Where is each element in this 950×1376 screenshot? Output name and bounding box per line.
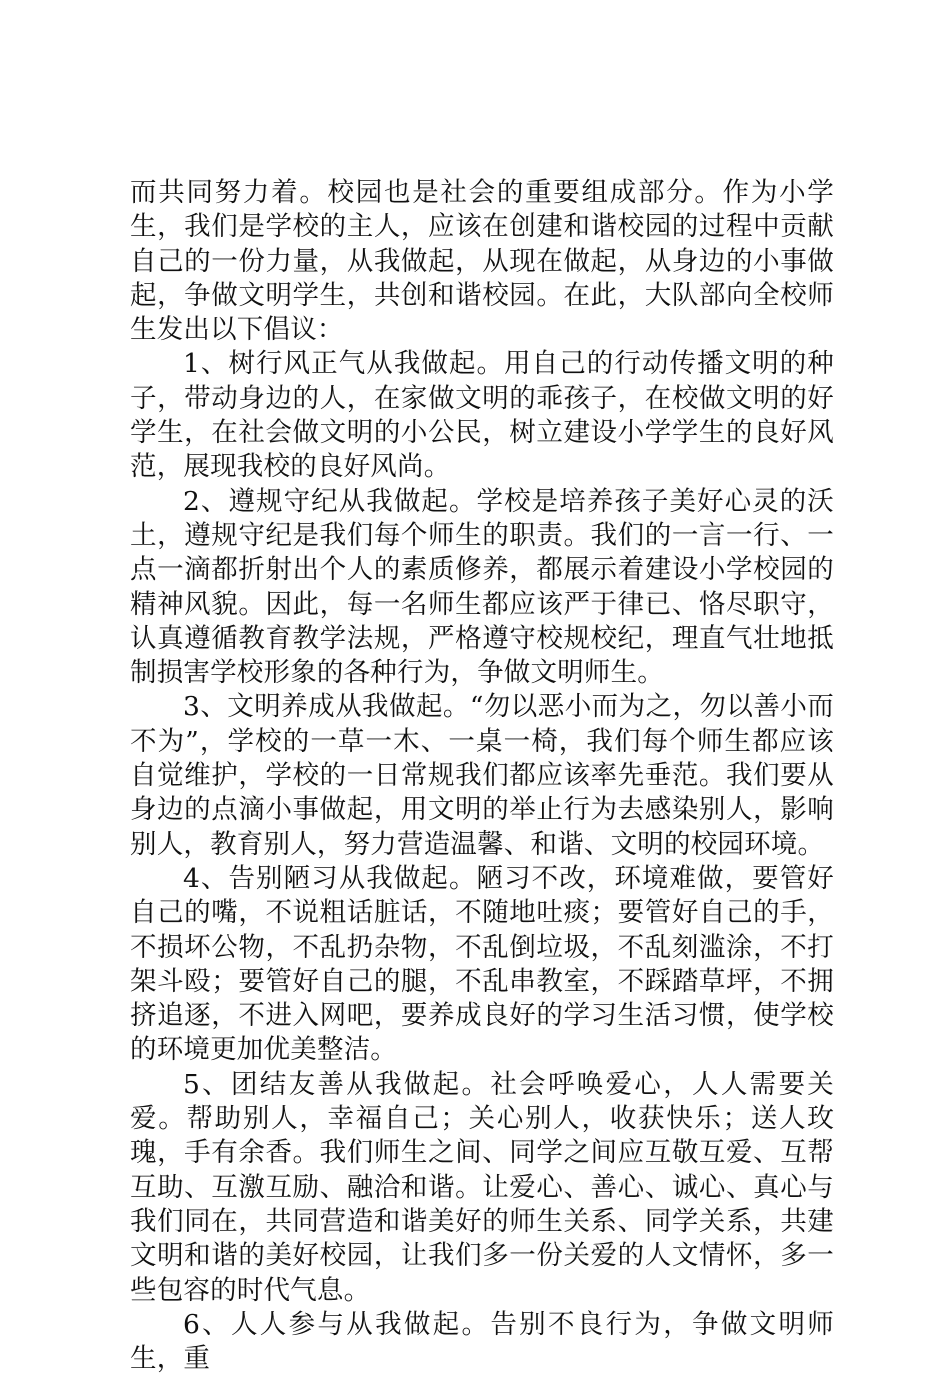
paragraph-item-2: 2、遵规守纪从我做起。学校是培养孩子美好心灵的沃土，遵规守纪是我们每个师生的职责。我们的一言一行、一点一滴都折射出个人的素质修养，都展示着建设小学校园的精神风貌。因此，每一名师生都应该严于律已、恪尽职守，认真遵循教育教学法规，严格遵守校规校纪，理直气壮地抵制损害学校形象的各种行为，争做文明师生。 — [130, 485, 834, 689]
paragraph-intro: 而共同努力着。校园也是社会的重要组成部分。作为小学生，我们是学校的主人，应该在创建和谐校园的过程中贡献自己的一份力量，从我做起，从现在做起，从身边的小事做起，争做文明学生，共创和谐校园。在此，大队部向全校师生发出以下倡议： — [130, 177, 834, 346]
paragraph-item-6: 6、人人参与从我做起。告别不良行为，争做文明师生，重 — [130, 1308, 834, 1375]
paragraph-item-1: 1、树行风正气从我做起。用自己的行动传播文明的种子，带动身边的人，在家做文明的乖孩子，在校做文明的好学生，在社会做文明的小公民，树立建设小学学生的良好风范，展现我校的良好风尚。 — [130, 348, 834, 483]
document-body — [130, 176, 834, 1376]
paragraph-item-4: 4、告别陋习从我做起。陋习不改，环境难做，要管好自己的嘴，不说粗话脏话，不随地吐痰；要管好自己的手，不损坏公物，不乱扔杂物，不乱倒垃圾，不乱刻滥涂，不打架斗殴；要管好自己的腿，不乱串教室，不踩踏草坪，不拥挤追逐，不进入网吧，要养成良好的学习生活习惯，使学校的环境更加优美整洁。 — [130, 862, 834, 1066]
paragraph-item-5: 5、团结友善从我做起。社会呼唤爱心，人人需要关爱。帮助别人，幸福自己；关心别人，收获快乐；送人玫瑰，手有余香。我们师生之间、同学之间应互敬互爱、互帮互助、互激互励、融洽和谐。让爱心、善心、诚心、真心与我们同在，共同营造和谐美好的师生关系、同学关系，共建文明和谐的美好校园，让我们多一份关爱的人文情怀，多一些包容的时代气息。 — [130, 1068, 834, 1306]
paragraph-item-3: 3、文明养成从我做起。“勿以恶小而为之，勿以善小而不为”，学校的一草一木、一桌一椅，我们每个师生都应该自觉维护，学校的一日常规我们都应该率先垂范。我们要从身边的点滴小事做起，用文明的举止行为去感染别人，影响别人，教育别人，努力营造温馨、和谐、文明的校园环境。 — [130, 691, 834, 860]
